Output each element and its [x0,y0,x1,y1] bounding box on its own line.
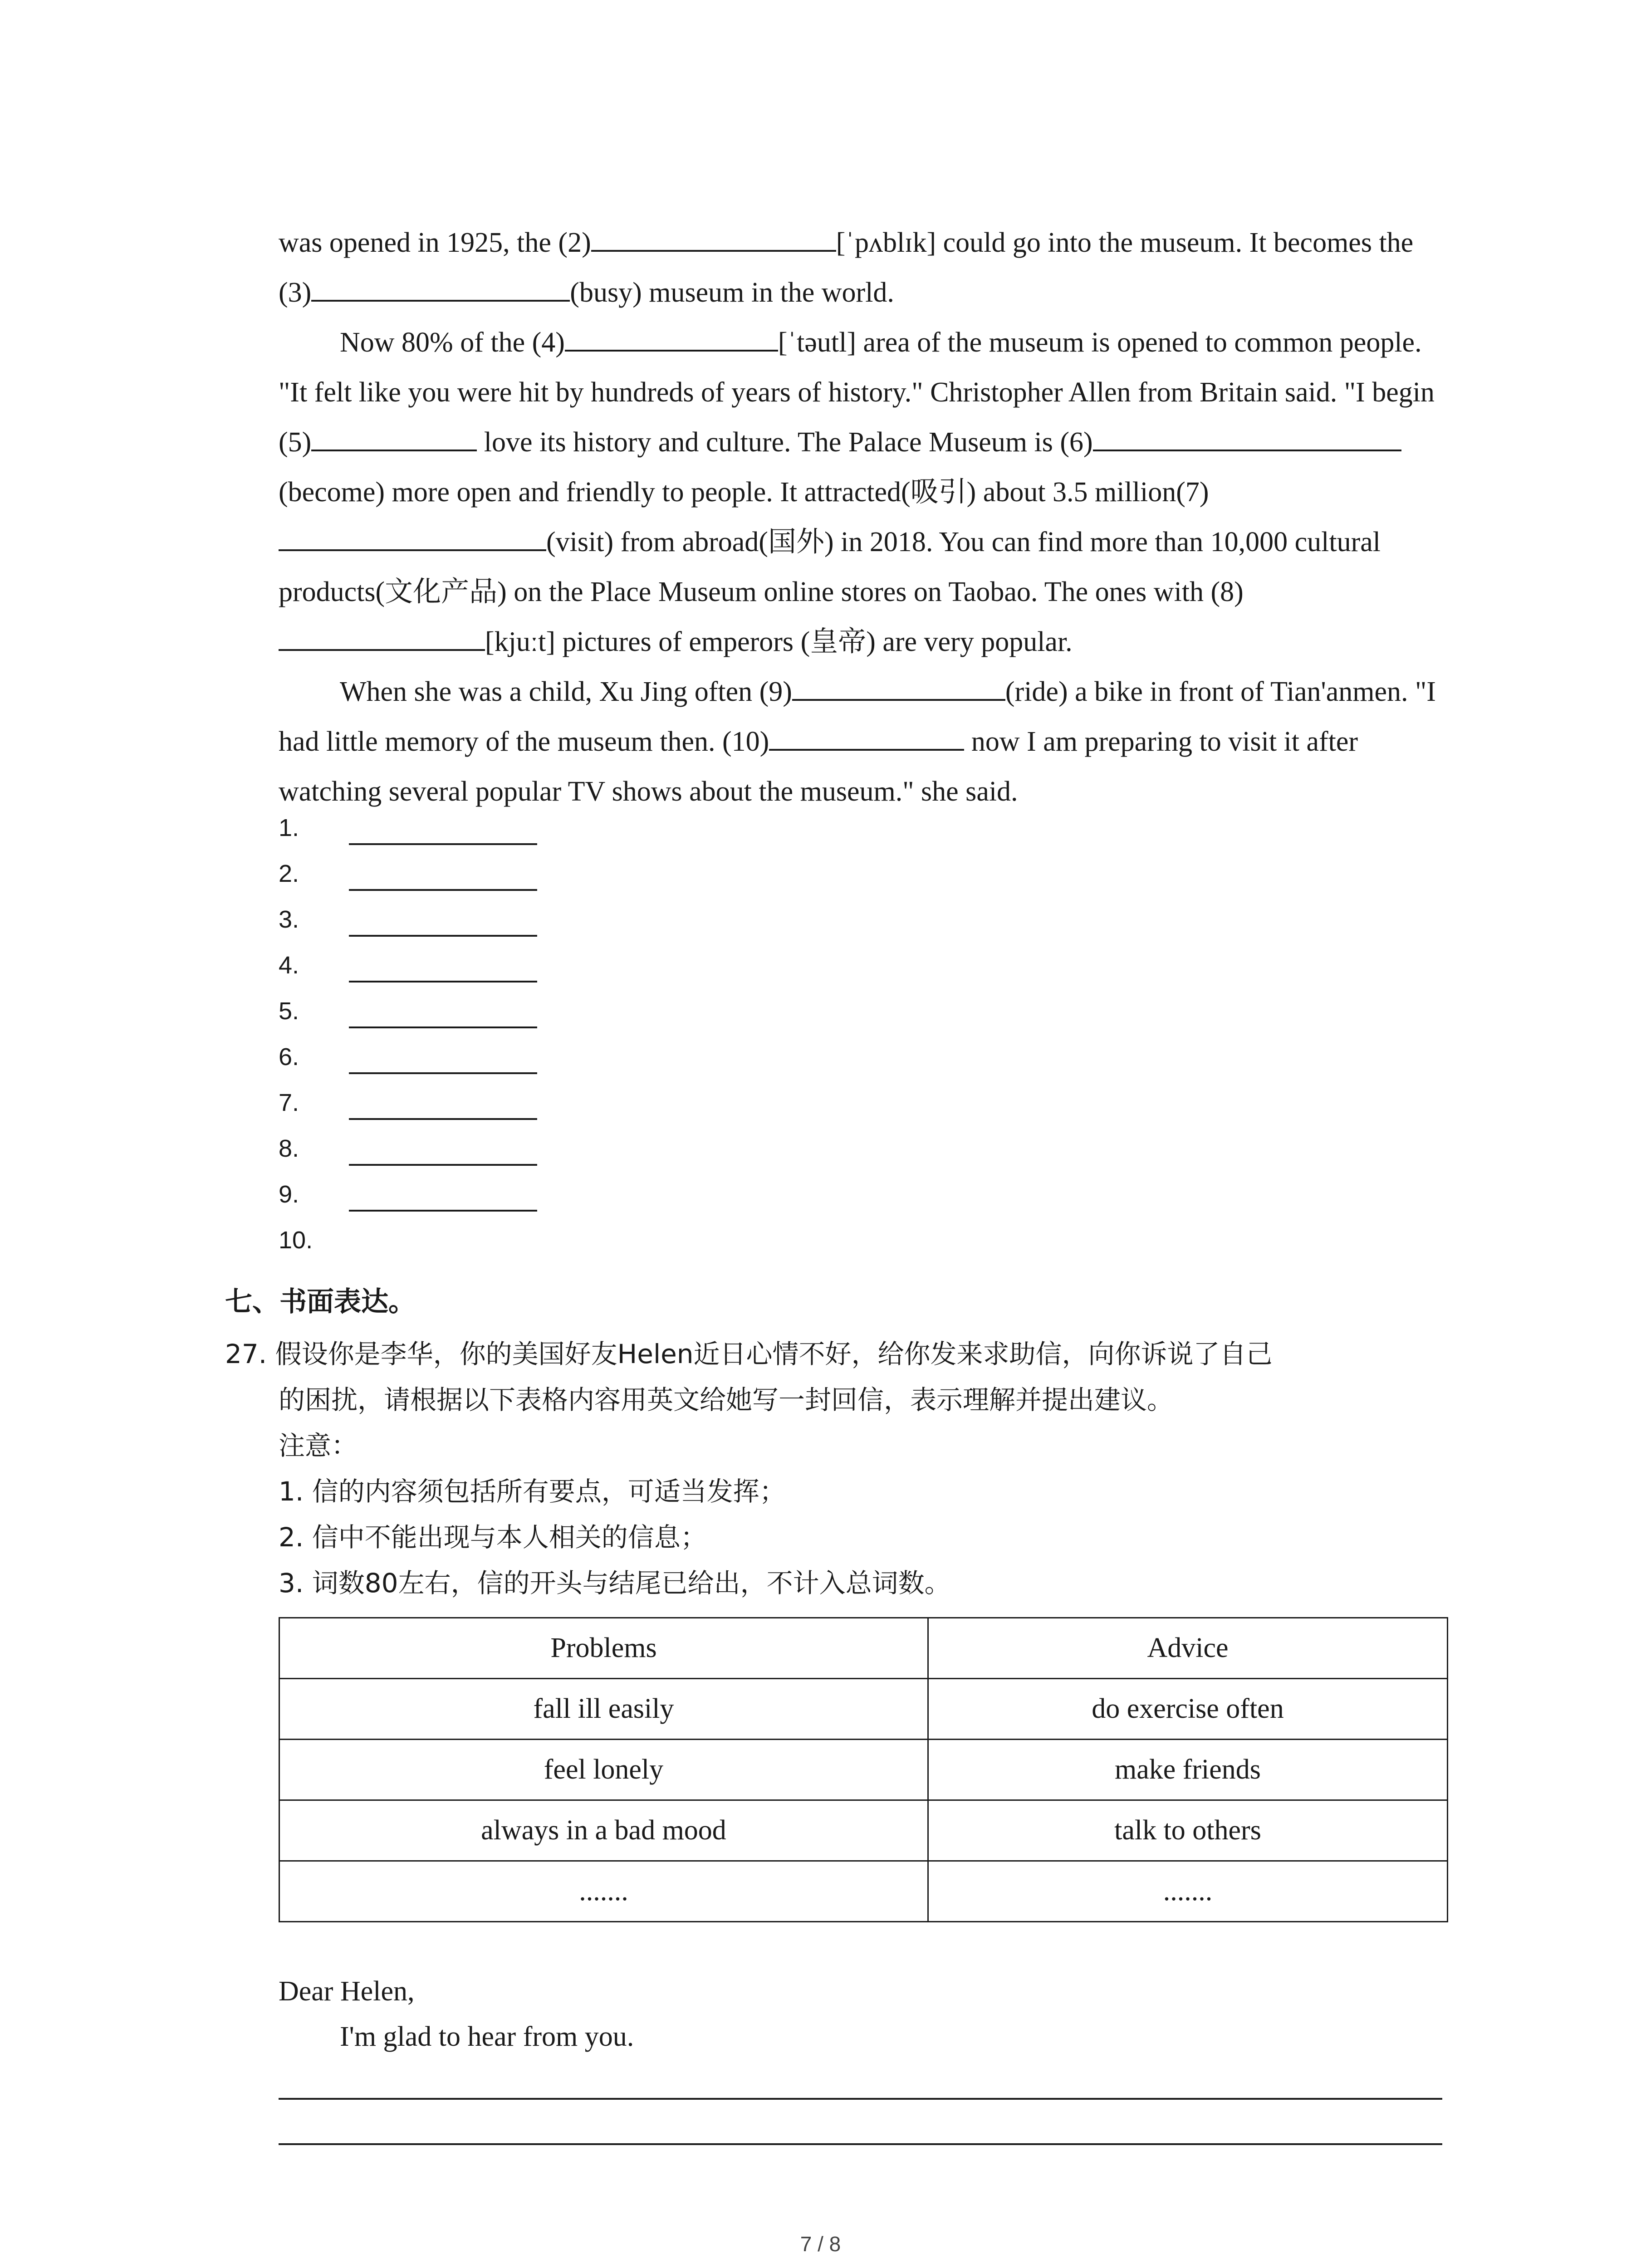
passage-paragraph-3 [279,667,1449,816]
passage-text: (busy) museum in the world. [570,277,894,308]
blank-9[interactable] [792,674,1005,701]
answer-line[interactable] [349,889,537,891]
writing-line[interactable] [279,2098,1442,2100]
advice-cell: talk to others [928,1800,1447,1861]
answer-number: 2. [279,860,299,887]
passage-text: now I am preparing to visit it after watching several popular TV shows about the museum." she said. [279,726,1358,807]
header-advice: Advice [928,1618,1447,1679]
answer-number: 10. [279,1227,313,1254]
passage-paragraph-1 [279,218,1449,318]
passage-text: [ˈtəutl] area of the museum is opened to common people. "It felt like you were hit by hundreds of years of history." Christopher Allen from Britain said. "I begin (5) [279,327,1435,458]
letter-opening: I'm glad to hear from you. [340,2021,634,2052]
blank-4[interactable] [565,324,778,352]
rule-3: 3. 词数80左右，信的开头与结尾已给出，不计入总词数。 [279,1568,951,1598]
problem-cell: fall ill easily [279,1679,928,1740]
answer-number: 6. [279,1043,299,1070]
answer-line[interactable] [349,1164,537,1166]
answer-number: 4. [279,952,299,979]
blank-7[interactable] [279,524,546,551]
advice-cell: do exercise often [928,1679,1447,1740]
answer-row [279,1217,642,1263]
rule-1: 1. 信的内容须包括所有要点，可适当发挥； [279,1476,786,1507]
blank-3[interactable] [311,274,570,302]
answer-row [279,1126,642,1172]
passage-paragraph-2 [279,318,1449,667]
answer-line[interactable] [349,981,537,982]
table-row [279,1800,1448,1861]
passage-text: (become) more open and friendly to people. It attracted(吸引) about 3.5 million(7) [279,477,1209,508]
answer-line[interactable] [349,935,537,937]
problem-cell: ....... [279,1861,928,1922]
question-line-1: 27. 假设你是李华，你的美国好友Helen近日心情不好，给你发来求助信，向你诉说了自己 [225,1339,1273,1369]
blank-6[interactable] [1093,424,1401,451]
blank-5[interactable] [311,424,477,451]
passage-text: When she was a child, Xu Jing often (9) [340,676,792,707]
question-line-2: 的困扰，请根据以下表格内容用英文给她写一封回信，表示理解并提出建议。 [279,1384,1174,1415]
answer-list [279,805,642,1263]
answer-row [279,943,642,988]
answer-row [279,1034,642,1080]
problem-cell: always in a bad mood [279,1800,928,1861]
passage-text: [kjuːt] pictures of emperors (皇帝) are very popular. [485,626,1073,657]
answer-line[interactable] [349,1118,537,1120]
passage-text: Now 80% of the (4) [340,327,565,358]
page-number: 7 / 8 [800,2232,841,2256]
answer-number: 3. [279,906,299,933]
blank-8[interactable] [279,624,485,651]
problems-advice-table [279,1617,1448,1922]
header-problems: Problems [279,1618,928,1679]
answer-line[interactable] [349,1026,537,1028]
blank-2[interactable] [591,225,836,252]
passage-text: was opened in 1925, the (2) [279,227,591,258]
answer-number: 1. [279,814,299,841]
table-row [279,1740,1448,1800]
blank-10[interactable] [769,723,964,751]
answer-row [279,1172,642,1217]
answer-line[interactable] [349,843,537,845]
answer-number: 8. [279,1135,299,1162]
advice-cell: make friends [928,1740,1447,1800]
answer-number: 7. [279,1089,299,1116]
problem-cell: feel lonely [279,1740,928,1800]
passage-text: (visit) from abroad(国外) in 2018. You can find more than 10,000 cultural products(文化产品) on the Place Museum online stores on Taobao. The ones with (8) [279,527,1381,607]
passage-text: [ˈpʌblɪk] could go into the museum. It becomes the (3) [279,227,1414,308]
table-row [279,1861,1448,1922]
answer-row [279,1080,642,1126]
answer-row [279,897,642,943]
answer-number: 9. [279,1181,299,1208]
answer-row [279,988,642,1034]
letter-greeting: Dear Helen, [279,1976,415,2007]
table-row [279,1679,1448,1740]
passage-text: (ride) a bike in front of Tian'anmen. "I had little memory of the museum then. (10) [279,676,1436,757]
table-header-row [279,1618,1448,1679]
passage-text: love its history and culture. The Palace Museum is (6) [484,427,1093,458]
writing-line[interactable] [279,2143,1442,2145]
section-title: 七、书面表达。 [225,1286,416,1318]
note-label: 注意： [279,1430,358,1461]
rule-2: 2. 信中不能出现与本人相关的信息； [279,1522,707,1553]
answer-row [279,851,642,897]
answer-line[interactable] [349,1072,537,1074]
advice-cell: ....... [928,1861,1447,1922]
answer-row [279,805,642,851]
answer-line[interactable] [349,1210,537,1212]
answer-number: 5. [279,997,299,1025]
